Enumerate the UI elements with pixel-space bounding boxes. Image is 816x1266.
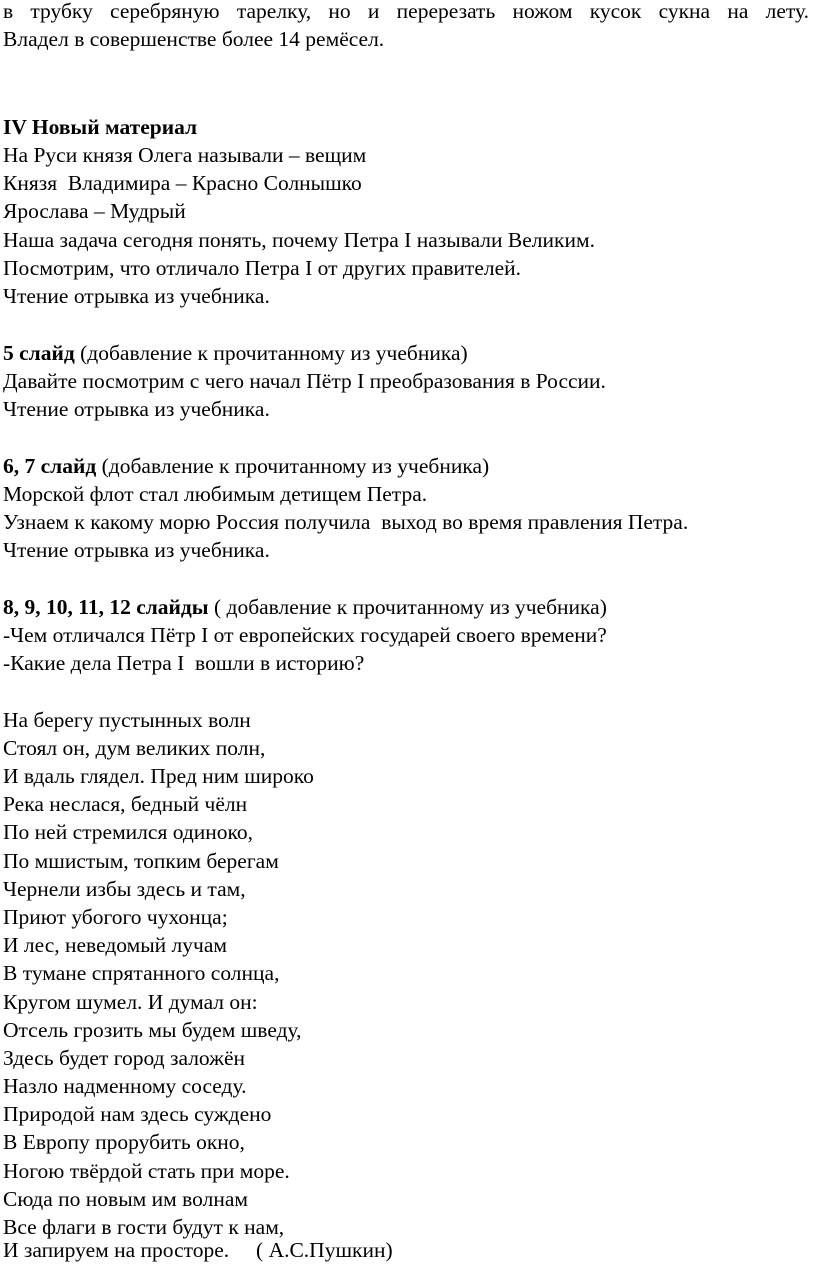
slide-5-line: Давайте посмотрим с чего начал Пётр I преобразования в России. <box>3 369 606 393</box>
poem-line: Ногою твёрдой стать при море. <box>3 1159 290 1183</box>
slide-6-7-heading <box>3 452 489 480</box>
poem-line: На берегу пустынных волн <box>3 708 251 732</box>
slide-6-7-line: Чтение отрывка из учебника. <box>3 538 270 562</box>
intro-line-2: Владел в совершенстве более 14 ремёсел. <box>3 27 385 51</box>
section-line: Чтение отрывка из учебника. <box>3 284 270 308</box>
poem-line: Сюда по новым им волнам <box>3 1187 248 1211</box>
poem-line: В тумане спрятанного солнца, <box>3 961 280 985</box>
section-line: На Руси князя Олега называли – вещим <box>3 143 367 167</box>
slide-5-line: Чтение отрывка из учебника. <box>3 397 270 421</box>
slide-6-7-label: 6, 7 слайд <box>3 454 97 478</box>
poem-line: В Европу прорубить окно, <box>3 1130 245 1154</box>
slide-6-7-line: Морской флот стал любимым детищем Петра. <box>3 482 428 506</box>
section-line: Князя Владимира – Красно Солнышко <box>3 171 362 195</box>
section-line: Посмотрим, что отличало Петра I от других правителей. <box>3 256 522 280</box>
poem-line: Река неслася, бедный чёлн <box>3 792 248 816</box>
slide-5-label: 5 слайд <box>3 341 75 365</box>
slide-6-7-note: (добавление к прочитанному из учебника) <box>96 454 490 478</box>
slide-8-12-label: 8, 9, 10, 11, 12 слайды <box>3 595 209 619</box>
poem-line: Кругом шумел. И думал он: <box>3 990 258 1014</box>
poem-line: Приют убогого чухонца; <box>3 905 228 929</box>
slide-5-note: (добавление к прочитанному из учебника) <box>74 341 468 365</box>
section-heading-text: IV Новый материал <box>3 115 198 139</box>
poem-line: И вдаль глядел. Пред ним широко <box>3 764 314 788</box>
slide-8-12-heading <box>3 593 607 621</box>
poem-line: Чернели избы здесь и там, <box>3 877 246 901</box>
section-line: Ярослава – Мудрый <box>3 199 186 223</box>
slide-8-12-note: ( добавление к прочитанному из учебника) <box>208 595 607 619</box>
slide-6-7-line: Узнаем к какому морю Россия получила выход во время правления Петра. <box>3 510 689 534</box>
poem-line-attribution: И запируем на просторе. ( А.С.Пушкин) <box>3 1238 393 1262</box>
intro-line-1: в трубку серебряную тарелку, но и перерезать ножом кусок сукна на лету. <box>3 0 809 23</box>
section-heading <box>3 113 197 141</box>
poem-line: И лес, неведомый лучам <box>3 933 227 957</box>
poem-line: Все флаги в гости будут к нам, <box>3 1215 285 1239</box>
section-line: Наша задача сегодня понять, почему Петра I называли Великим. <box>3 228 595 252</box>
slide-5-heading <box>3 339 468 367</box>
slide-8-12-line: -Чем отличался Пётр I от европейских государей своего времени? <box>3 623 607 647</box>
poem-line: Назло надменному соседу. <box>3 1074 247 1098</box>
slide-8-12-line: -Какие дела Петра I вошли в историю? <box>3 651 365 675</box>
poem-line: Природой нам здесь суждено <box>3 1102 272 1126</box>
poem-line: Отсель грозить мы будем шведу, <box>3 1018 302 1042</box>
poem-line: По мшистым, топким берегам <box>3 849 279 873</box>
poem-line: Стоял он, дум великих полн, <box>3 736 266 760</box>
poem-line: Здесь будет город заложён <box>3 1046 246 1070</box>
poem-line: По ней стремился одиноко, <box>3 820 254 844</box>
